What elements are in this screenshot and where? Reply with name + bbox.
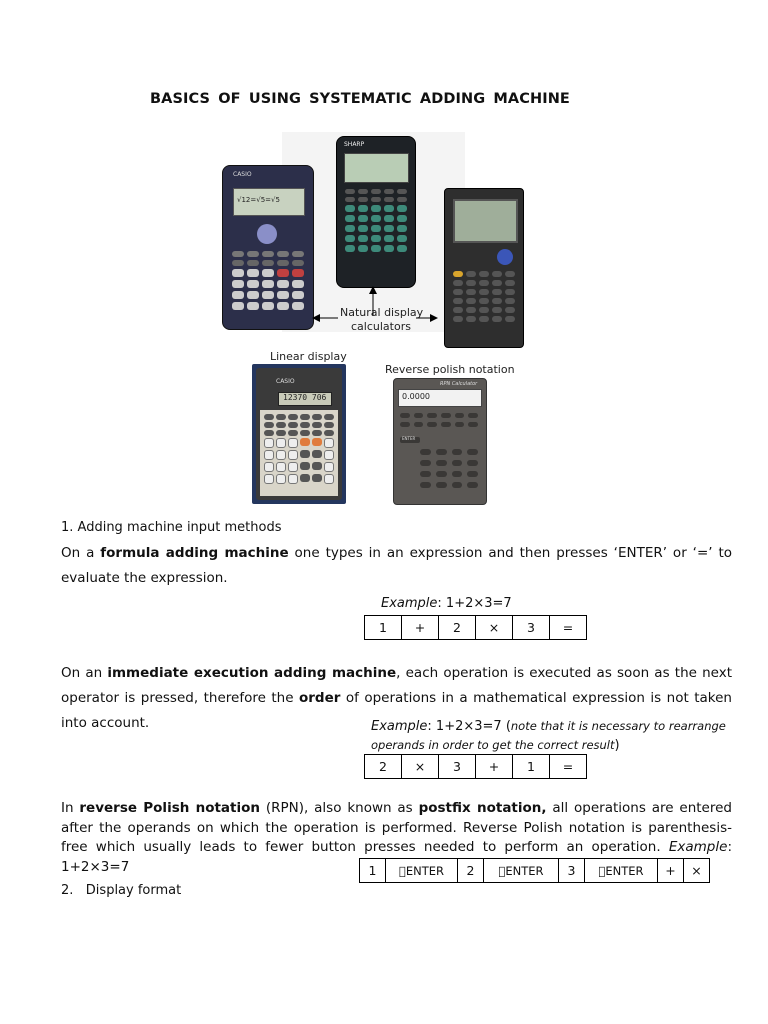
key-sequence-3 xyxy=(359,858,710,883)
key-cell: = xyxy=(550,616,587,640)
key-cell: × xyxy=(402,755,439,779)
linear-screen xyxy=(278,392,332,406)
arrow-up-head xyxy=(369,286,377,294)
rpn-calculator-image xyxy=(393,378,487,505)
key-cell: 1 xyxy=(360,859,386,883)
example-3-label: Example xyxy=(668,839,728,855)
key-cell: = xyxy=(550,755,587,779)
key-cell: + xyxy=(402,616,439,640)
paragraph-formula-machine xyxy=(61,541,732,591)
calculators-figure xyxy=(220,130,530,510)
example-1-text: : 1+2×3=7 xyxy=(437,596,512,611)
natural-display-label-2: calculators xyxy=(351,320,411,333)
key-cell: + xyxy=(476,755,513,779)
key-cell: 2 xyxy=(365,755,402,779)
section-1-heading: 1. Adding machine input methods xyxy=(61,520,282,535)
casio-screen xyxy=(233,188,305,216)
linear-display-value: 12370 706 xyxy=(283,393,327,402)
p3-bold-2: postfix notation, xyxy=(418,800,547,816)
linear-display-label: Linear display xyxy=(270,350,347,363)
sharp-calculator-image xyxy=(336,136,416,288)
natural-display-label-1: Natural display xyxy=(340,306,424,319)
p3-mid-2: all operations are entered after the operands on which the operation is performed. Reverse Polish notation is parenthesis-free which usually leads to fewer button presses needed to perform an operation. xyxy=(61,800,732,855)
linear-display-calculator-image xyxy=(252,364,346,504)
p3-mid-1: (RPN), also known as xyxy=(260,800,419,816)
key-cell: + xyxy=(658,859,684,883)
rpn-keypad-lower xyxy=(420,449,478,488)
example-3-text: : 1+2×3=7 xyxy=(61,839,732,875)
example-2-note-1: note that it is necessary to rearrange xyxy=(510,719,726,733)
key-cell: 2 xyxy=(458,859,484,883)
p2-prefix: On an xyxy=(61,665,108,681)
rpn-header: RPN Calculator xyxy=(440,381,478,387)
key-cell: 3 xyxy=(513,616,550,640)
rpn-display-value: 0.0000 xyxy=(402,392,430,401)
rpn-enter-key-label: ENTER xyxy=(402,436,416,441)
p2-suffix: of operations in a mathematical expression is not taken into account. xyxy=(61,690,732,731)
rpn-keypad xyxy=(400,413,478,427)
p2-bold-2: order xyxy=(298,690,341,706)
p2-mid: , each operation is executed as soon as the next operator is pressed, therefore the xyxy=(61,665,733,706)
example-2-close: ) xyxy=(614,738,620,753)
key-sequence-1 xyxy=(364,615,587,640)
arrow-left-head xyxy=(312,314,320,322)
key-cell: 3 xyxy=(439,755,476,779)
linear-brand: CASIO xyxy=(276,378,295,385)
graphing-screen xyxy=(453,199,518,243)
p3-prefix: In xyxy=(61,800,80,816)
sharp-brand: SHARP xyxy=(344,141,365,148)
p1-prefix: On a xyxy=(61,545,101,561)
key-cell: 3 xyxy=(559,859,585,883)
key-cell: 2 xyxy=(439,616,476,640)
graphing-dpad xyxy=(497,249,513,265)
rpn-label: Reverse polish notation xyxy=(385,363,515,376)
key-cell: 1 xyxy=(365,616,402,640)
document-title: BASICS OF USING SYSTEMATIC ADDING MACHINE xyxy=(150,91,570,107)
linear-keypad xyxy=(264,414,334,484)
key-cell-enter:  ENTER xyxy=(484,859,559,883)
sharp-screen xyxy=(344,153,409,183)
key-cell: × xyxy=(684,859,710,883)
key-cell-enter:  ENTER xyxy=(585,859,658,883)
example-2 xyxy=(371,717,731,755)
example-1 xyxy=(381,596,512,611)
casio-screen-text: √12=√5=√5 xyxy=(237,196,280,204)
casio-brand: CASIO xyxy=(233,171,252,178)
rpn-screen xyxy=(398,389,482,407)
example-2-text: : 1+2×3=7 ( xyxy=(427,719,511,734)
p2-bold-1: immediate execution adding machine xyxy=(107,665,397,681)
p1-bold: formula adding machine xyxy=(100,545,289,561)
casio-dpad xyxy=(257,224,277,244)
key-cell: × xyxy=(476,616,513,640)
section-2-heading: 2. Display format xyxy=(61,883,182,898)
key-cell-enter:  ENTER xyxy=(386,859,458,883)
example-2-note-2: operands in order to get the correct result xyxy=(371,738,615,752)
p1-suffix: one types in an expression and then presses ‘ENTER’ or ‘=’ to evaluate the expression. xyxy=(61,545,732,586)
sharp-keypad xyxy=(345,189,407,252)
rpn-enter-key xyxy=(400,437,420,443)
key-sequence-2 xyxy=(364,754,587,779)
key-cell: 1 xyxy=(513,755,550,779)
example-2-label: Example xyxy=(371,719,428,734)
arrow-right-head xyxy=(430,314,438,322)
example-1-label: Example xyxy=(381,596,438,611)
p3-bold-1: reverse Polish notation xyxy=(79,800,261,816)
